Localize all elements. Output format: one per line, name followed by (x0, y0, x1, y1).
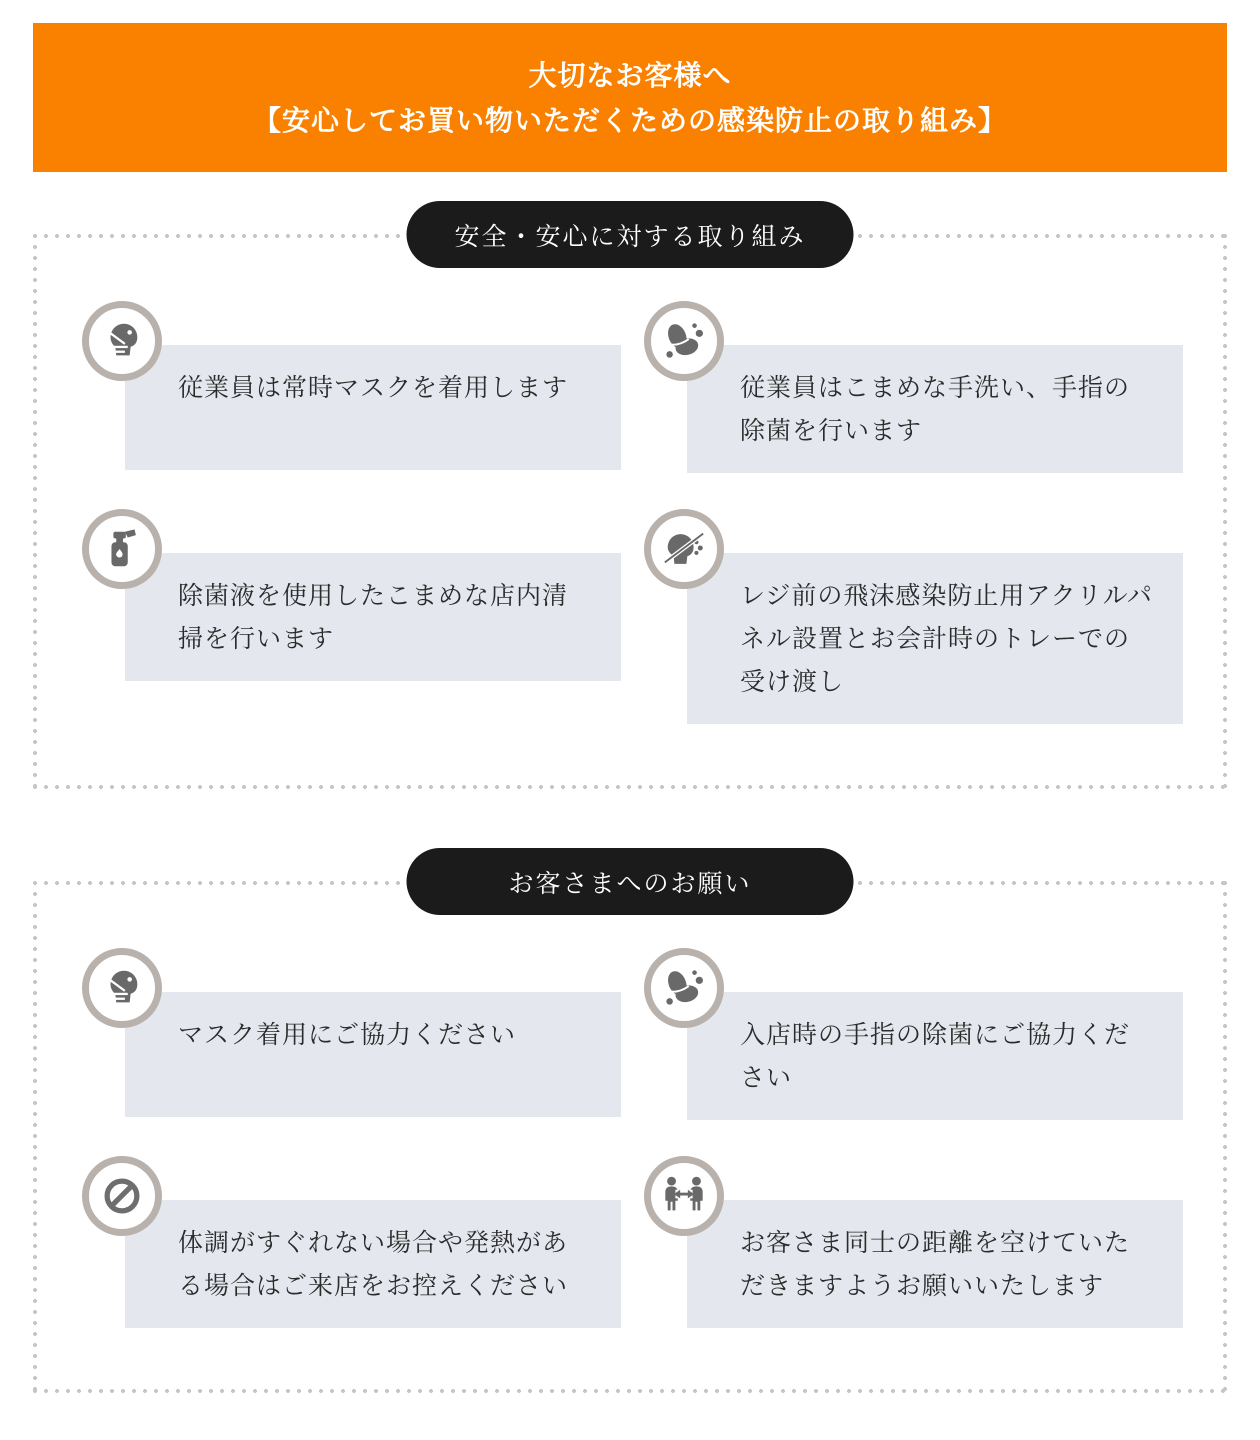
request-text: マスク着用にご協力ください (178, 1021, 517, 1049)
hand-washing-icon (661, 965, 707, 1011)
banner-subtitle: 【安心してお買い物いただくための感染防止の取り組み】 (252, 105, 1007, 136)
requests-grid (82, 948, 1183, 1328)
section-safety-measures (33, 222, 1227, 789)
measure-card (82, 301, 621, 473)
droplet-block-icon (661, 526, 707, 572)
mask-face-icon (99, 318, 145, 364)
icon-circle (82, 509, 162, 589)
icon-circle (82, 301, 162, 381)
request-text-box (687, 992, 1183, 1120)
icon-circle (644, 509, 724, 589)
request-text-box (125, 1200, 621, 1328)
measure-text-box (687, 553, 1183, 724)
icon-circle (644, 1156, 724, 1236)
measure-text-box (125, 345, 621, 470)
mask-face-icon (99, 965, 145, 1011)
request-card (82, 1156, 621, 1328)
measure-card (644, 509, 1183, 724)
social-distance-icon (661, 1173, 707, 1219)
measure-card (82, 509, 621, 724)
request-text-box (687, 1200, 1183, 1328)
measure-card (644, 301, 1183, 473)
banner-title: 大切なお客様へ (528, 60, 732, 91)
measure-text: 除菌液を使用したこまめな店内清掃を行います (178, 582, 569, 653)
request-text-box (125, 992, 621, 1117)
section-title-pill: お客さまへのお願い (407, 848, 854, 915)
measure-text-box (125, 553, 621, 681)
request-text: 入店時の手指の除菌にご協力ください (740, 1021, 1131, 1092)
hand-washing-icon (661, 318, 707, 364)
icon-circle (82, 1156, 162, 1236)
icon-circle (82, 948, 162, 1028)
icon-circle (644, 301, 724, 381)
measure-text: 従業員はこまめな手洗い、手指の除菌を行います (740, 374, 1131, 445)
request-card (644, 948, 1183, 1120)
request-text: お客さま同士の距離を空けていただきますようお願いいたします (740, 1229, 1131, 1300)
request-card (82, 948, 621, 1120)
measure-text: レジ前の飛沫感染防止用アクリルパネル設置とお会計時のトレーでの受け渡し (740, 582, 1153, 696)
request-text: 体調がすぐれない場合や発熱がある場合はご来店をお控えください (178, 1229, 569, 1300)
notice-banner (33, 23, 1227, 172)
section-title-pill: 安全・安心に対する取り組み (407, 201, 854, 268)
request-card (644, 1156, 1183, 1328)
measure-text: 従業員は常時マスクを着用します (178, 374, 569, 402)
sanitizer-bottle-icon (99, 526, 145, 572)
no-entry-icon (99, 1173, 145, 1219)
measure-text-box (687, 345, 1183, 473)
icon-circle (644, 948, 724, 1028)
measures-grid (82, 301, 1183, 724)
section-customer-requests (33, 869, 1227, 1393)
